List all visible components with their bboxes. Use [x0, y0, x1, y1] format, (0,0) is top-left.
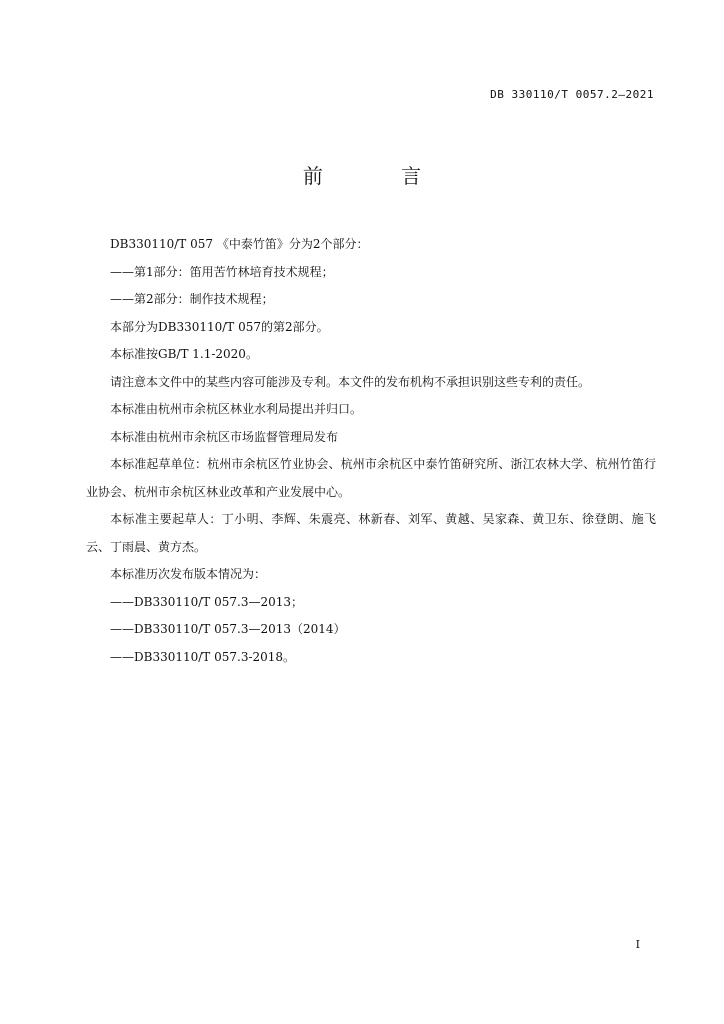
page-number: I — [635, 938, 640, 951]
paragraph-patent-notice: 请注意本文件中的某些内容可能涉及专利。本文件的发布机构不承担识别这些专利的责任。 — [110, 374, 591, 389]
paragraph-parts-intro: DB330110/T 057 《中泰竹笛》分为2个部分： — [110, 237, 369, 251]
paragraph-this-part: 本部分为DB330110/T 057的第2部分。 — [110, 319, 329, 334]
paragraph-history-2018: ——DB330110/T 057.3-2018。 — [110, 649, 296, 664]
paragraph-proposer: 本标准由杭州市余杭区林业水利局提出并归口。 — [110, 402, 363, 416]
paragraph-history-2013: ——DB330110/T 057.3—2013； — [110, 594, 304, 609]
paragraph-part-1: ——第1部分：笛用苦竹林培育技术规程； — [110, 264, 334, 279]
foreword-body — [86, 231, 656, 671]
paragraph-publisher: 本标准由杭州市余杭区市场监督管理局发布 — [110, 429, 339, 444]
document-code: DB 330110/T 0057.2—2021 — [490, 88, 654, 101]
paragraph-drafting-rules: 本标准按GB/T 1.1-2020。 — [110, 347, 258, 361]
page-title: 前 言 — [302, 164, 458, 188]
paragraph-drafters: 本标准主要起草人：丁小明、李辉、朱震亮、林新春、刘军、黄越、吴家森、黄卫东、徐登朗、施飞云、丁雨晨、黄方杰。 — [86, 512, 656, 554]
paragraph-history-intro: 本标准历次发布版本情况为： — [110, 567, 267, 581]
paragraph-drafting-units: 本标准起草单位：杭州市余杭区竹业协会、杭州市余杭区中泰竹笛研究所、浙江农林大学、杭州竹笛行业协会、杭州市余杭区林业改革和产业发展中心。 — [86, 457, 656, 499]
paragraph-history-2014: ——DB330110/T 057.3—2013（2014） — [110, 622, 346, 636]
paragraph-part-2: ——第2部分：制作技术规程； — [110, 292, 274, 306]
